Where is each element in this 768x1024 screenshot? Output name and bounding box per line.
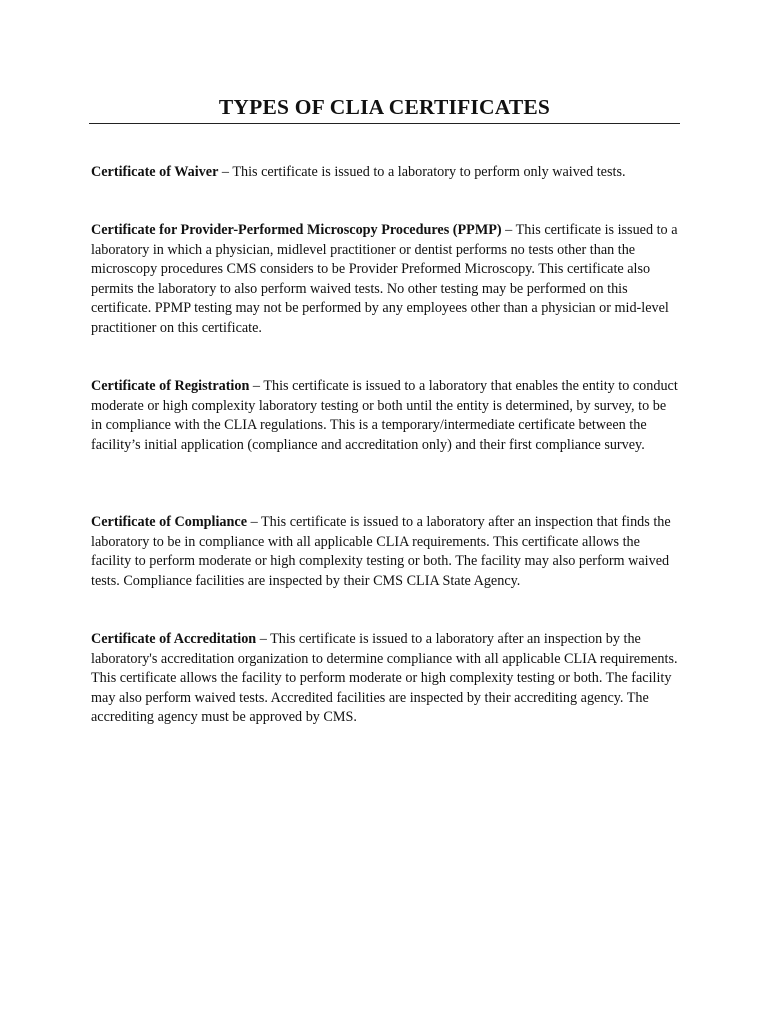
section-heading: Certificate of Registration (91, 378, 250, 394)
section-separator: – (256, 631, 271, 647)
section-heading: Certificate of Waiver (91, 164, 219, 180)
section-heading: Certificate of Accreditation (91, 631, 257, 647)
title-underline-rule (89, 123, 680, 124)
section-separator: – (249, 378, 264, 394)
section-certificate-of-waiver (91, 163, 679, 183)
section-certificate-ppmp (91, 221, 679, 339)
section-body: This certificate is issued to a laboratory to perform only waived tests. (232, 164, 626, 180)
section-body: This certificate is issued to a laboratory after an inspection that finds the laboratory to be in compliance with all applicable CLIA requirements. This certificate allows the facility to perform moderate or high complexity testing or both. The facility may also perform waived tests. Compliance facilities are inspected by their CMS CLIA State Agency. (91, 514, 671, 589)
section-certificate-of-compliance (91, 513, 679, 591)
section-certificate-of-accreditation (91, 630, 679, 728)
section-separator: – (218, 164, 233, 180)
section-body: This certificate is issued to a laboratory in which a physician, midlevel practitioner or dentist performs no tests other than the microscopy procedures CMS considers to be Provider Preformed Microscopy. This certificate also permits the laboratory to also perform waived tests. No other testing may be performed on this certificate. PPMP testing may not be performed by any employees other than a physician or mid-level practitioner on this certificate. (91, 222, 678, 336)
section-separator: – (247, 514, 261, 530)
document-title: TYPES OF CLIA CERTIFICATES (218, 95, 551, 119)
section-separator: – (501, 222, 516, 238)
section-heading: Certificate of Compliance (91, 514, 248, 530)
section-body: This certificate is issued to a laboratory after an inspection by the laboratory's accreditation organization to determine compliance with all applicable CLIA requirements. This certificate allows the facility to perform moderate or high complexity testing or both. The facility may also perform waived tests. Accredited facilities are inspected by their accrediting agency. The accrediting agency must be approved by CMS. (91, 631, 678, 726)
section-heading: Certificate for Provider-Performed Microscopy Procedures (PPMP) (91, 222, 502, 238)
section-certificate-of-registration (91, 377, 679, 455)
section-body: This certificate is issued to a laboratory that enables the entity to conduct moderate or high complexity laboratory testing or both until the entity is determined, by survey, to be in compliance with the CLIA regulations. This is a temporary/intermediate certificate between the facility’s initial application (compliance and accreditation only) and their first compliance survey. (91, 378, 678, 453)
